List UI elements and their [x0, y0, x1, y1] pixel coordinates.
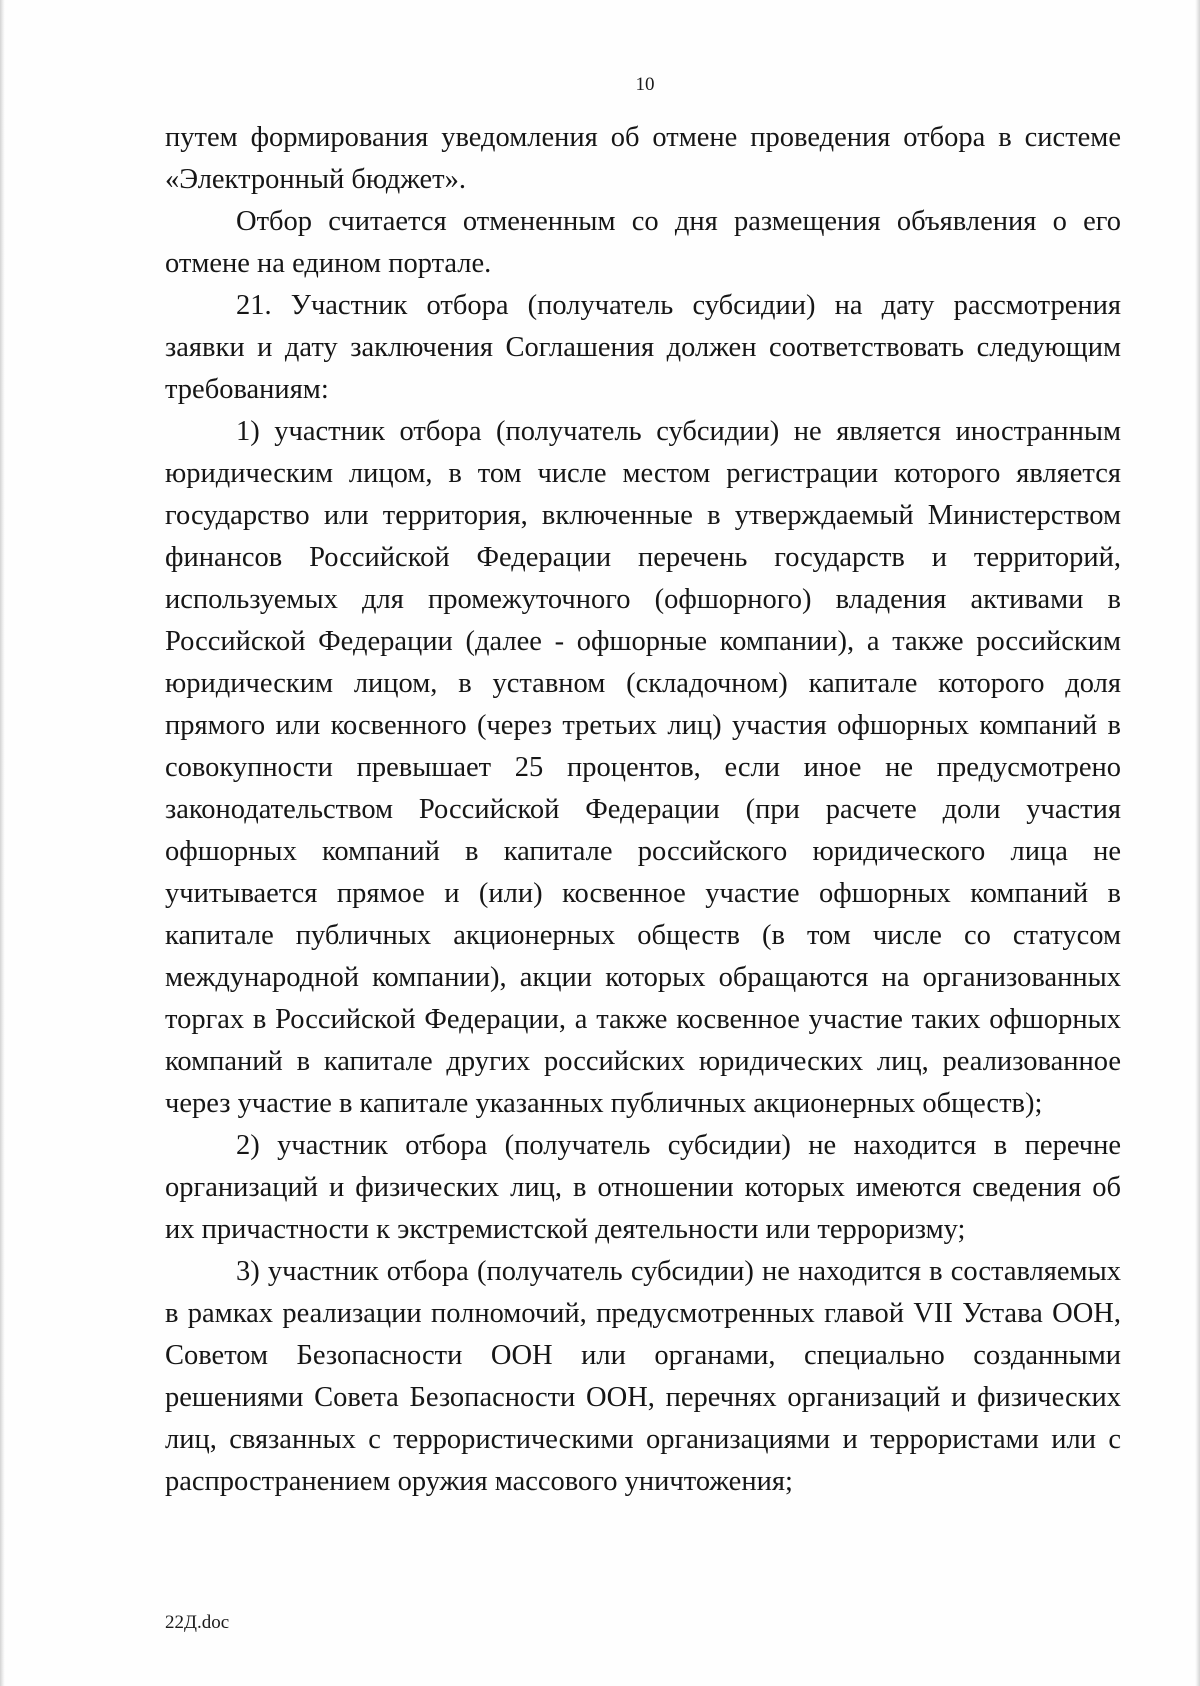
document-body: [165, 117, 1121, 1503]
paragraph-requirement-3: 3) участник отбора (получатель субсидии) не находится в составляемых в рамках реализации полномочий, предусмотренных главой VII Устава ООН, Советом Безопасности ООН или органами, специально созданными решениями Совета Безопасности ООН, перечнях организаций и физических лиц, связанных с террористическими организациями и террористами или с распространением оружия массового уничтожения;: [165, 1256, 1121, 1497]
page-number: 10: [635, 74, 655, 95]
footer-filename: 22Д.doc: [165, 1612, 230, 1633]
paragraph-requirement-1: 1) участник отбора (получатель субсидии) не является иностранным юридическим лицом, в том числе местом регистрации которого является государство или территория, включенные в утверждаемый Министерством финансов Российской Федерации перечень государств и территорий, используемых для промежуточного (офшорного) владения активами в Российской Федерации (далее - офшорные компании), а также российским юридическим лицом, в уставном (складочном) капитале которого доля прямого или косвенного (через третьих лиц) участия офшорных компаний в совокупности превышает 25 процентов, если иное не предусмотрено законодательством Российской Федерации (при расчете доли участия офшорных компаний в капитале российского юридического лица не учитывается прямое и (или) косвенное участие офшорных компаний в капитале публичных акционерных обществ (в том числе со статусом международной компании), акции которых обращаются на организованных торгах в Российской Федерации, а также косвенное участие таких офшорных компаний в капитале других российских юридических лиц, реализованное через участие в капитале указанных публичных акционерных обществ);: [165, 416, 1121, 1119]
paragraph-cancellation: Отбор считается отмененным со дня размещения объявления о его отмене на едином портале.: [165, 206, 1121, 279]
paragraph-requirements-intro: 21. Участник отбора (получатель субсидии) на дату рассмотрения заявки и дату заключения Соглашения должен соответствовать следующим требованиям:: [165, 290, 1121, 405]
scan-edge-left: [0, 0, 5, 1686]
paragraph-continuation: путем формирования уведомления об отмене проведения отбора в системе «Электронный бюджет».: [165, 122, 1121, 195]
scan-edge-right: [1195, 0, 1200, 1686]
paragraph-requirement-2: 2) участник отбора (получатель субсидии) не находится в перечне организаций и физических лиц, в отношении которых имеются сведения об их причастности к экстремистской деятельности или терроризму;: [165, 1130, 1121, 1245]
